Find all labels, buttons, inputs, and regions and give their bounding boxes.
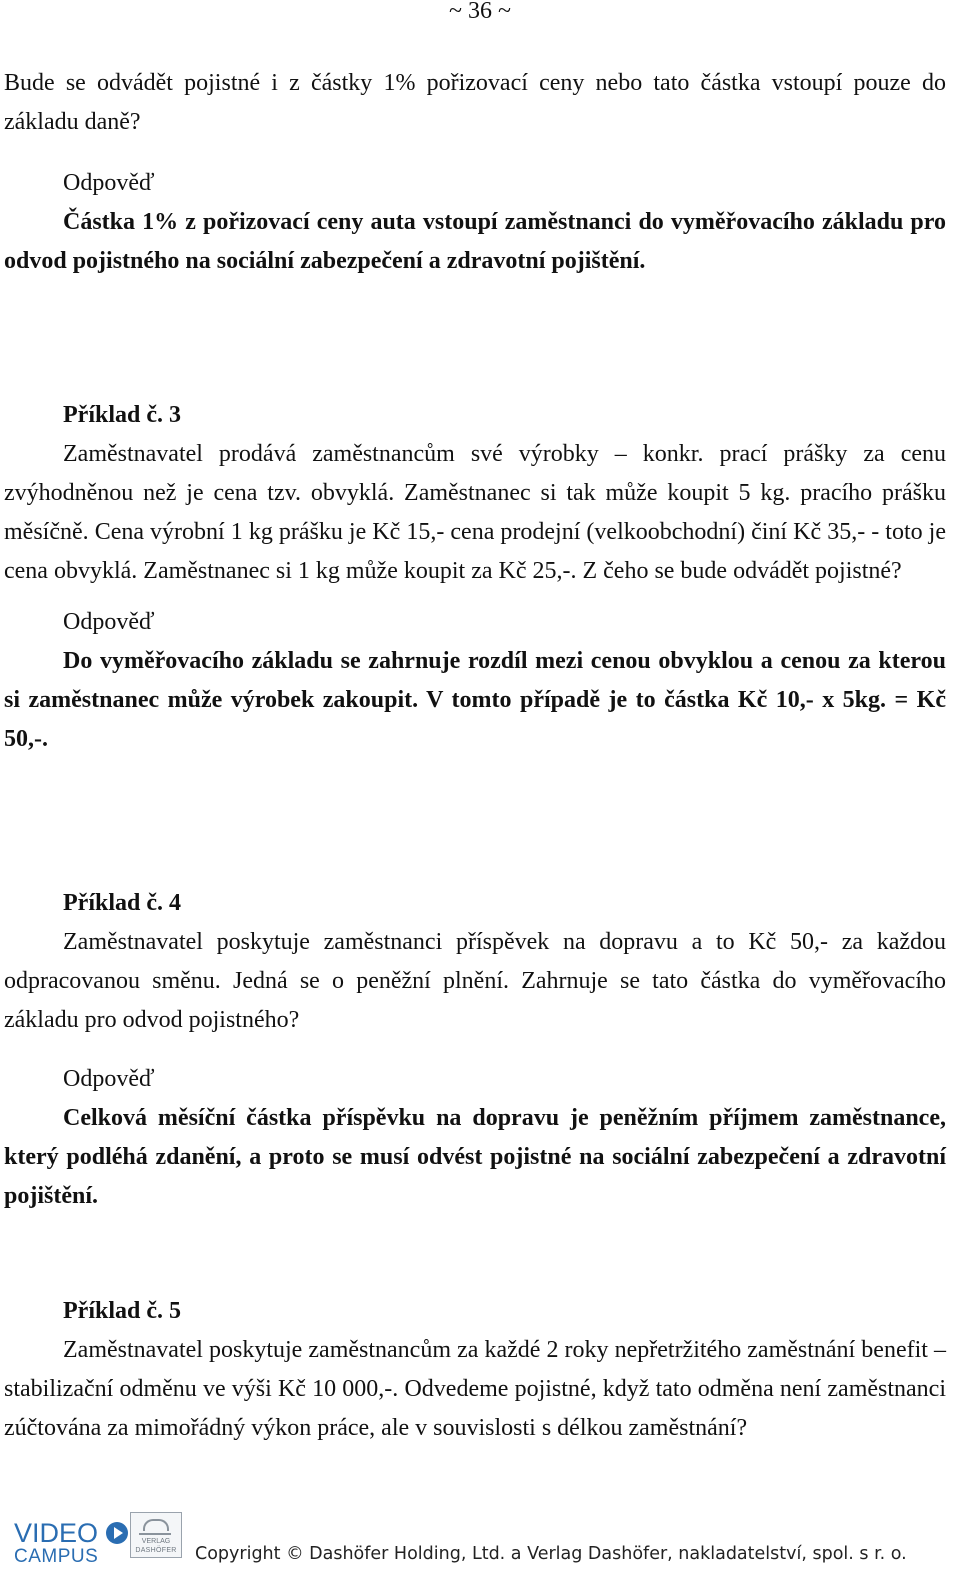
- verlag-dashofer-logo: [130, 1512, 182, 1558]
- example-4: [4, 884, 946, 1216]
- page-number: ~ 36 ~: [449, 0, 511, 24]
- logo-verlag-line1: VERLAG: [141, 1538, 171, 1545]
- video-campus-logo: [14, 1518, 126, 1568]
- example-title: Příklad č. 3: [63, 402, 181, 428]
- copyright-text: Copyright © Dashöfer Holding, Ltd. a Verlag Dashöfer, nakladatelství, spol. s r. o.: [195, 1544, 907, 1564]
- intro-answer-label: Odpověď: [63, 170, 155, 196]
- example-title: Příklad č. 4: [63, 890, 181, 916]
- intro-question: Bude se odvádět pojistné i z částky 1% pořizovací ceny nebo tato částka vstoupí pouze do základu daně?: [4, 70, 946, 135]
- intro-section: [4, 64, 946, 142]
- example-question: Zaměstnavatel prodává zaměstnancům své výrobky – konkr. prací prášky za cenu zvýhodněnou než je cena tzv. obvyklá. Zaměstnanec si tak může koupit 5 kg. pracího prášku měsíčně. Cena výrobní 1 kg prášku je Kč 15,- cena prodejní (velkoobchodní) činí Kč 35,- - toto je cena obvyklá. Zaměstnanec si 1 kg může koupit za Kč 25,-. Z čeho se bude odvádět pojistné?: [4, 441, 946, 584]
- example-answer: Do vyměřovacího základu se zahrnuje rozdíl mezi cenou obvyklou a cenou za kterou si zaměstnanec může výrobek zakoupit. V tomto případě je to částka Kč 10,- x 5kg. = Kč 50,-.: [4, 648, 946, 752]
- logo-video-text: VIDEO: [14, 1518, 99, 1548]
- play-icon: [106, 1522, 128, 1544]
- example-question: Zaměstnavatel poskytuje zaměstnanci příspěvek na dopravu a to Kč 50,- za každou odpracovanou směnu. Jedná se o peněžní plnění. Zahrnuje se tato částka do vyměřovacího základu pro odvod pojistného?: [4, 929, 946, 1033]
- intro-answer-section: [4, 164, 946, 281]
- example-3: [4, 396, 946, 759]
- example-answer-label: Odpověď: [63, 609, 155, 635]
- footer: [0, 1500, 960, 1585]
- example-5: [4, 1292, 946, 1448]
- example-title: Příklad č. 5: [63, 1298, 181, 1324]
- logo-campus-text: CAMPUS: [14, 1546, 99, 1567]
- example-answer-label: Odpověď: [63, 1066, 155, 1092]
- example-answer: Celková měsíční částka příspěvku na dopravu je peněžním příjmem zaměstnance, který podléhá zdanění, a proto se musí odvést pojistné na sociální zabezpečení a zdravotní pojištění.: [4, 1105, 946, 1209]
- verlag-mark-icon: [139, 1517, 171, 1535]
- logo-verlag-line2: DASHÖFER: [135, 1547, 177, 1554]
- intro-answer: Částka 1% z pořizovací ceny auta vstoupí zaměstnanci do vyměřovacího základu pro odvod pojistného na sociální zabezpečení a zdravotní pojištění.: [4, 209, 946, 274]
- example-question: Zaměstnavatel poskytuje zaměstnancům za každé 2 roky nepřetržitého zaměstnání benefit – stabilizační odměnu ve výši Kč 10 000,-. Odvedeme pojistné, když tato odměna není zaměstnanci zúčtována za mimořádný výkon práce, ale v souvislosti s délkou zaměstnání?: [4, 1337, 946, 1441]
